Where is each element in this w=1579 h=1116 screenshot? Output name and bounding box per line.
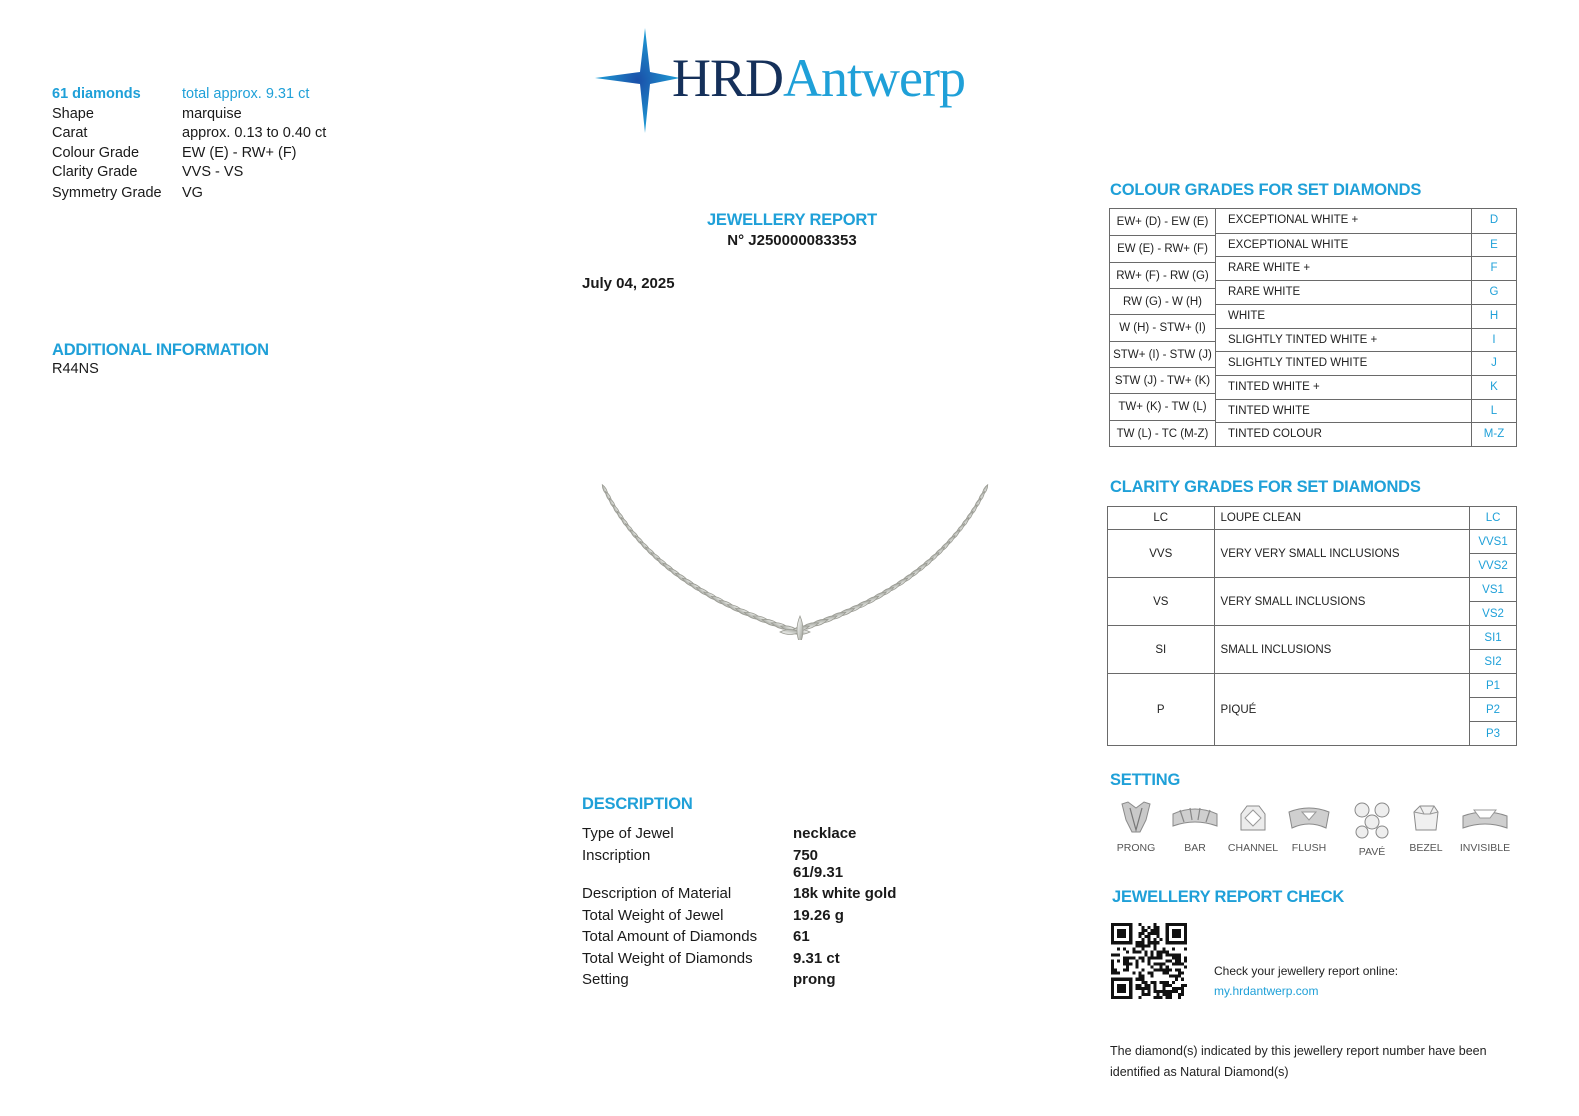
clarity-abbr-vs: VS: [1108, 578, 1215, 626]
clarity-code-vvs2: VVS2: [1470, 554, 1517, 578]
additional-info-value: R44NS: [52, 361, 99, 377]
setting-pave: [1342, 800, 1402, 858]
type-of-jewel-value: necklace: [793, 825, 857, 842]
clarity-abbr-p: P: [1108, 674, 1215, 746]
carat-value: approx. 0.13 to 0.40 ct: [182, 125, 327, 141]
material-label: Description of Material: [582, 885, 732, 902]
colour-range-cell: W (H) - STW+ (I): [1110, 314, 1215, 341]
clarity-code-si2: SI2: [1470, 650, 1517, 674]
shape-value: marquise: [182, 105, 242, 122]
setting-label-prong: PRONG: [1116, 842, 1156, 854]
jewel-weight-value: 19.26 g: [793, 907, 844, 924]
logo-hrd-text: HRD: [672, 48, 784, 108]
colour-name-cell: SLIGHTLY TINTED WHITE: [1216, 351, 1471, 375]
inscription-value-1: 750: [793, 847, 819, 864]
setting-prong: [1106, 800, 1166, 854]
setting-flush: [1279, 800, 1339, 854]
colour-range-cell: TW+ (K) - TW (L): [1110, 393, 1215, 420]
necklace-center-stone: [797, 616, 803, 640]
setting-bezel: [1396, 800, 1456, 854]
clarity-code-p3: P3: [1470, 722, 1517, 746]
necklace-image: [595, 480, 995, 640]
setting-label-pave: PAVÉ: [1358, 846, 1386, 858]
clarity-abbr-lc: LC: [1108, 507, 1215, 530]
invisible-setting-icon: [1460, 800, 1510, 836]
logo-antwerp-text: Antwerp: [783, 48, 965, 108]
flush-setting-icon: [1286, 800, 1332, 836]
pave-setting-icon: [1350, 800, 1394, 840]
diamond-count: 61 diamonds: [52, 86, 141, 102]
report-check-title: JEWELLERY REPORT CHECK: [1112, 888, 1345, 906]
clarity-abbr-si: SI: [1108, 626, 1215, 674]
bar-setting-icon: [1170, 800, 1220, 836]
colour-grade-label: Colour Grade: [52, 144, 140, 161]
setting-label-flush: FLUSH: [1291, 842, 1327, 854]
prong-setting-icon: [1116, 800, 1156, 836]
carat-label: Carat: [52, 125, 88, 141]
colour-grade-value: EW (E) - RW+ (F): [182, 144, 297, 161]
colour-name-cell: RARE WHITE: [1216, 280, 1471, 304]
setting-invisible: [1455, 800, 1515, 854]
clarity-name-p: PIQUÉ: [1214, 674, 1470, 746]
colour-name-cell: RARE WHITE +: [1216, 256, 1471, 280]
clarity-code-p1: P1: [1470, 674, 1517, 698]
colour-range-cell: TW (L) - TC (M-Z): [1110, 420, 1215, 447]
qr-code-icon[interactable]: [1111, 923, 1187, 999]
colour-code-cell: H: [1472, 304, 1516, 329]
report-title: JEWELLERY REPORT: [706, 211, 878, 229]
star-icon: [590, 28, 680, 138]
diamond-amount-label: Total Amount of Diamonds: [582, 928, 758, 945]
colour-name-cell: TINTED WHITE: [1216, 399, 1471, 423]
clarity-code-vs2: VS2: [1470, 602, 1517, 626]
hrd-antwerp-logo: [590, 28, 1010, 138]
setting-label-invisible: INVISIBLE: [1459, 842, 1511, 854]
setting-label-channel: CHANNEL: [1227, 842, 1279, 854]
diamond-weight-label: Total Weight of Diamonds: [582, 950, 753, 967]
colour-grades-table: [1109, 208, 1517, 447]
additional-info-title: ADDITIONAL INFORMATION: [52, 341, 269, 359]
report-check-text: Check your jewellery report online:: [1214, 964, 1399, 978]
diamond-summary: [52, 84, 372, 209]
symmetry-grade-label: Symmetry Grade: [52, 185, 162, 201]
clarity-code-p2: P2: [1470, 698, 1517, 722]
setting-channel: [1223, 800, 1283, 854]
colour-code-cell: F: [1472, 256, 1516, 281]
footer-note: [1110, 1041, 1487, 1083]
colour-code-cell: G: [1472, 280, 1516, 305]
clarity-name-lc: LOUPE CLEAN: [1214, 507, 1470, 530]
shape-label: Shape: [52, 105, 94, 122]
type-of-jewel-label: Type of Jewel: [582, 825, 674, 842]
inscription-value-2: 61/9.31: [793, 864, 844, 881]
clarity-grade-label: Clarity Grade: [52, 164, 138, 180]
clarity-code-vs1: VS1: [1470, 578, 1517, 602]
clarity-code-lc: LC: [1470, 507, 1517, 530]
inscription-label: Inscription: [582, 847, 651, 864]
colour-code-cell: D: [1489, 214, 1499, 226]
colour-range-cell: STW+ (I) - STW (J): [1110, 341, 1215, 368]
setting-label-bar: BAR: [1184, 842, 1206, 854]
colour-range-cell: STW (J) - TW+ (K): [1110, 367, 1215, 394]
colour-name-cell: EXCEPTIONAL WHITE: [1216, 233, 1471, 257]
colour-name-cell: EXCEPTIONAL WHITE +: [1228, 214, 1359, 226]
footer-line-1: The diamond(s) indicated by this jewellery report number have been: [1110, 1044, 1487, 1058]
description-list: [582, 825, 912, 995]
colour-code-cell: M-Z: [1472, 422, 1516, 447]
colour-grades-title: COLOUR GRADES FOR SET DIAMONDS: [1110, 181, 1422, 199]
clarity-name-si: SMALL INCLUSIONS: [1214, 626, 1470, 674]
clarity-grade-value: VVS - VS: [182, 164, 244, 180]
clarity-code-vvs1: VVS1: [1470, 530, 1517, 554]
clarity-name-vvs: VERY VERY SMALL INCLUSIONS: [1214, 530, 1470, 578]
diamond-amount-value: 61: [793, 928, 810, 945]
bezel-setting-icon: [1408, 800, 1444, 836]
report-check-link[interactable]: my.hrdantwerp.com: [1214, 984, 1319, 998]
setting-label: Setting: [582, 971, 629, 988]
colour-code-cell: K: [1472, 375, 1516, 400]
colour-code-cell: I: [1472, 328, 1516, 353]
symmetry-grade-value: VG: [182, 185, 203, 201]
colour-code-cell: L: [1472, 399, 1516, 424]
colour-range-cell: EW (E) - RW+ (F): [1110, 235, 1215, 262]
report-date: July 04, 2025: [582, 275, 675, 292]
clarity-abbr-vvs: VVS: [1108, 530, 1215, 578]
material-value: 18k white gold: [793, 885, 897, 902]
colour-name-cell: TINTED COLOUR: [1216, 422, 1471, 446]
colour-name-cell: TINTED WHITE +: [1216, 375, 1471, 399]
colour-range-cell: EW+ (D) - EW (E): [1116, 216, 1209, 228]
setting-bar: [1165, 800, 1225, 854]
jewel-weight-label: Total Weight of Jewel: [582, 907, 724, 924]
colour-code-cell: J: [1472, 351, 1516, 376]
setting-label-bezel: BEZEL: [1409, 842, 1443, 854]
clarity-grades-title: CLARITY GRADES FOR SET DIAMONDS: [1110, 478, 1421, 496]
colour-code-cell: E: [1472, 233, 1516, 258]
diamond-total-weight: total approx. 9.31 ct: [182, 86, 310, 102]
setting-value: prong: [793, 971, 836, 988]
clarity-code-si1: SI1: [1470, 626, 1517, 650]
description-title: DESCRIPTION: [582, 795, 693, 813]
colour-range-cell: RW+ (F) - RW (G): [1110, 262, 1215, 289]
diamond-weight-value: 9.31 ct: [793, 950, 840, 967]
report-number: N° J250000083353: [727, 232, 857, 249]
setting-title: SETTING: [1110, 771, 1181, 789]
colour-name-cell: WHITE: [1216, 304, 1471, 328]
clarity-name-vs: VERY SMALL INCLUSIONS: [1214, 578, 1470, 626]
clarity-grades-table: [1107, 506, 1517, 746]
channel-setting-icon: [1233, 800, 1273, 836]
colour-name-cell: SLIGHTLY TINTED WHITE +: [1216, 328, 1471, 352]
colour-range-cell: RW (G) - W (H): [1110, 288, 1215, 315]
footer-line-2: identified as Natural Diamond(s): [1110, 1065, 1289, 1079]
